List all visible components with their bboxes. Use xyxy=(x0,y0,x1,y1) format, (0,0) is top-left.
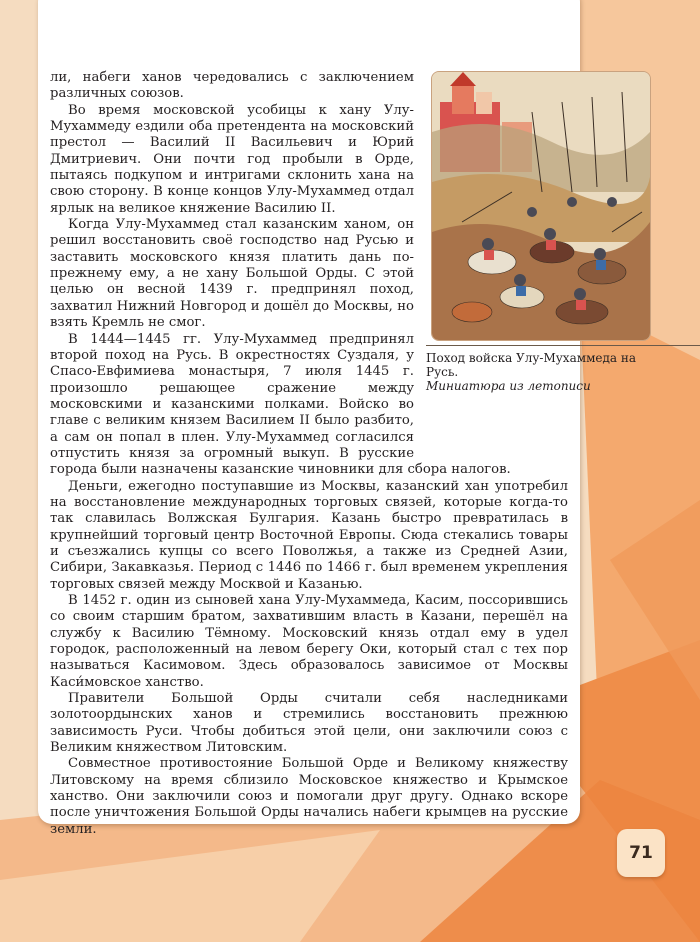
paragraph-4: В 1444—1445 гг. Улу-Мухаммед предпринял второй поход на Русь. В окрестностях Суздаля, у Спасо-Евфимиева монастыря, 7 июля 1445 г. произошло решающее сражение между московскими и казанскими полками. Войско во главе с великим князем Василием II было разбито, а сам он попал в плен. Улу-Мухаммед согласился отпустить князя за огромный выкуп. В русские города были назначены казанские чиновники для сбора налогов. xyxy=(50,331,511,478)
paragraph-7: Правители Большой Орды считали себя наследниками золотоордынских ханов и стремились восстановить прежнюю зависимость Руси. Чтобы добиться этой цели, они заключили союз с Великим княжеством Литовским. xyxy=(50,691,568,756)
paragraph-5: Деньги, ежегодно поступавшие из Москвы, казанский хан употребил на восстановление международных торговых связей, которые когда-то так славилась Волжская Булгария. Казань быстро превратилась в крупнейший торговый центр Восточной Европы. Сюда стекались товары и съезжались купцы со всего Поволжья, а также из Средней Азии, Сибири, Закавказья. Период с 1446 по 1466 г. был временем укрепления торговых связей между Москвой и Казанью. xyxy=(50,478,568,592)
chronicle-miniature xyxy=(431,71,651,341)
paragraph-2: Во время московской усобицы к хану Улу-Мухаммеду ездили оба претендента на московский престол — Василий II Васильевич и Юрий Дмитриевич. Они почти год пробыли в Орде, пытаясь подкупом и интригами склонить хана на свою сторону. В конце концов Улу-Мухаммед отдал ярлык на великое княжение Василию II. xyxy=(50,102,414,216)
caption-note: Миниатюра из летописи xyxy=(426,379,591,393)
figure-caption xyxy=(426,351,636,393)
caption-divider xyxy=(426,345,700,346)
paragraph-3: Когда Улу-Мухаммед стал казанским ханом, он решил восстановить своё господство над Русью и заставить московского князя платить дань по-прежнему ему, а не хану Большой Орды. С этой целью он весной 1439 г. предпринял поход, захватил Нижний Новгород и дошёл до Москвы, но взять Кремль не смог. xyxy=(50,217,414,331)
paragraph-8: Совместное противостояние Большой Орде и Великому княжеству Литовскому на время сблизило Московское княжество и Крымское ханство. Они заключили союз и помогали друг другу. Однако вскоре после уничтожения Большой Орды начались набеги крымцев на русские земли. xyxy=(50,756,568,837)
caption-title: Поход войска Улу-Мухаммеда на Русь. xyxy=(426,351,637,379)
page-number: 71 xyxy=(617,829,665,877)
paragraph-1: ли, набеги ханов чередовались с заключением различных союзов. xyxy=(50,70,414,102)
paragraph-6: В 1452 г. один из сыновей хана Улу-Мухаммеда, Касим, поссорившись со своим старшим братом, захватившим власть в Казани, перешёл на службу к Василию Тёмному. Московский князь отдал ему в удел городок, расположенный на левом берегу Оки, который стал с тех пор называться Касимовом. Здесь образовалось зависимое от Москвы Каси́мовское ханство. xyxy=(50,593,568,690)
